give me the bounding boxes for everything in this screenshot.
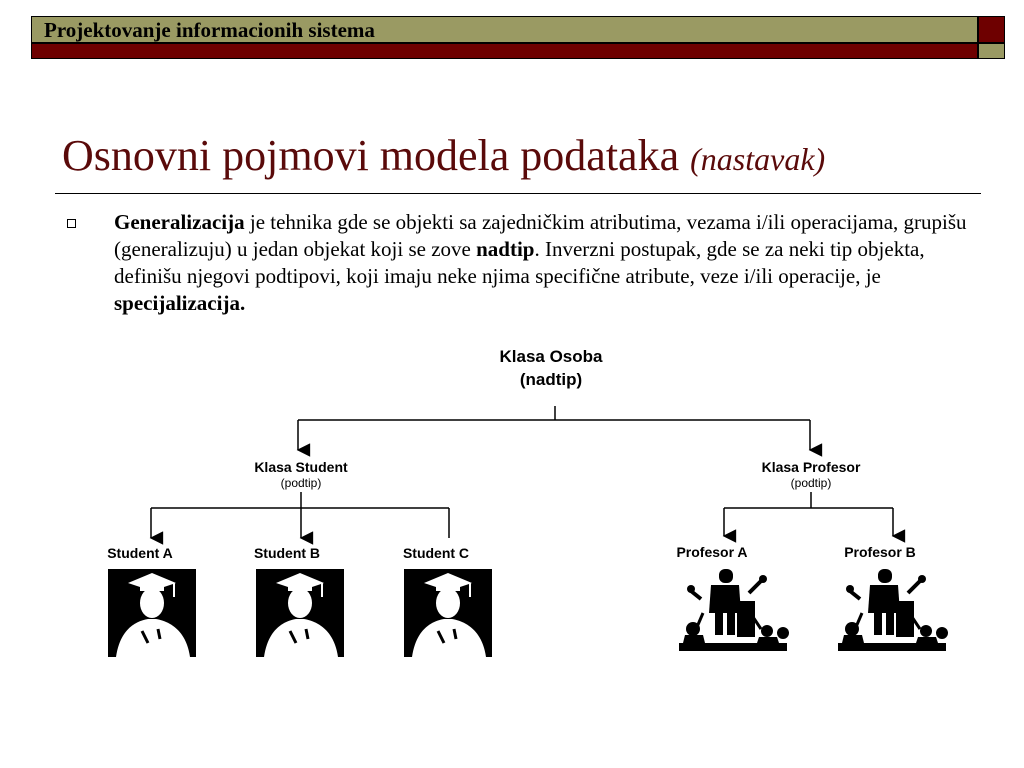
term-generalizacija: Generalizacija (114, 210, 245, 234)
student-b-graduate-icon (256, 569, 344, 657)
term-nadtip: nadtip (476, 237, 535, 261)
slide-title-main: Osnovni pojmovi modela podataka (62, 131, 691, 180)
student-a-label: Student A (107, 545, 173, 561)
paragraph-text-1: je tehnika gde se objekti sa zajedničkim atributima, vezama i/ili operacijama, grupišu (generalizuju) u jedan objekat koji se zove (114, 210, 967, 261)
student-c-graduate-icon (404, 569, 492, 657)
header-title: Projektovanje informacionih sistema (44, 18, 375, 42)
profesor-class-label: Klasa Profesor (761, 459, 861, 475)
root-class-sub: (nadtip) (519, 370, 583, 389)
student-c-label: Student C (402, 545, 470, 561)
student-b-label: Student B (253, 545, 321, 561)
student-class-label: Klasa Student (254, 459, 348, 475)
profesor-a-label: Profesor A (676, 544, 748, 560)
student-a-graduate-icon (108, 569, 196, 657)
profesor-b-label: Profesor B (844, 544, 916, 560)
student-class-sub: (podtip) (280, 476, 322, 490)
profesor-class-sub: (podtip) (790, 476, 832, 490)
paragraph-text-2: . Inverzni postupak, gde se za neki tip objekta, definišu njegovi podtipovi, koji imaju neke njima specifične atribute, veze i/ili operacije, je (114, 237, 925, 288)
slide-title-sub: (nastavak) (690, 141, 826, 177)
profesor-b-lecturer-icon (838, 569, 948, 651)
root-class-label: Klasa Osoba (499, 347, 603, 366)
term-specijalizacija: specijalizacija. (114, 291, 246, 315)
profesor-a-lecturer-icon (679, 569, 789, 651)
